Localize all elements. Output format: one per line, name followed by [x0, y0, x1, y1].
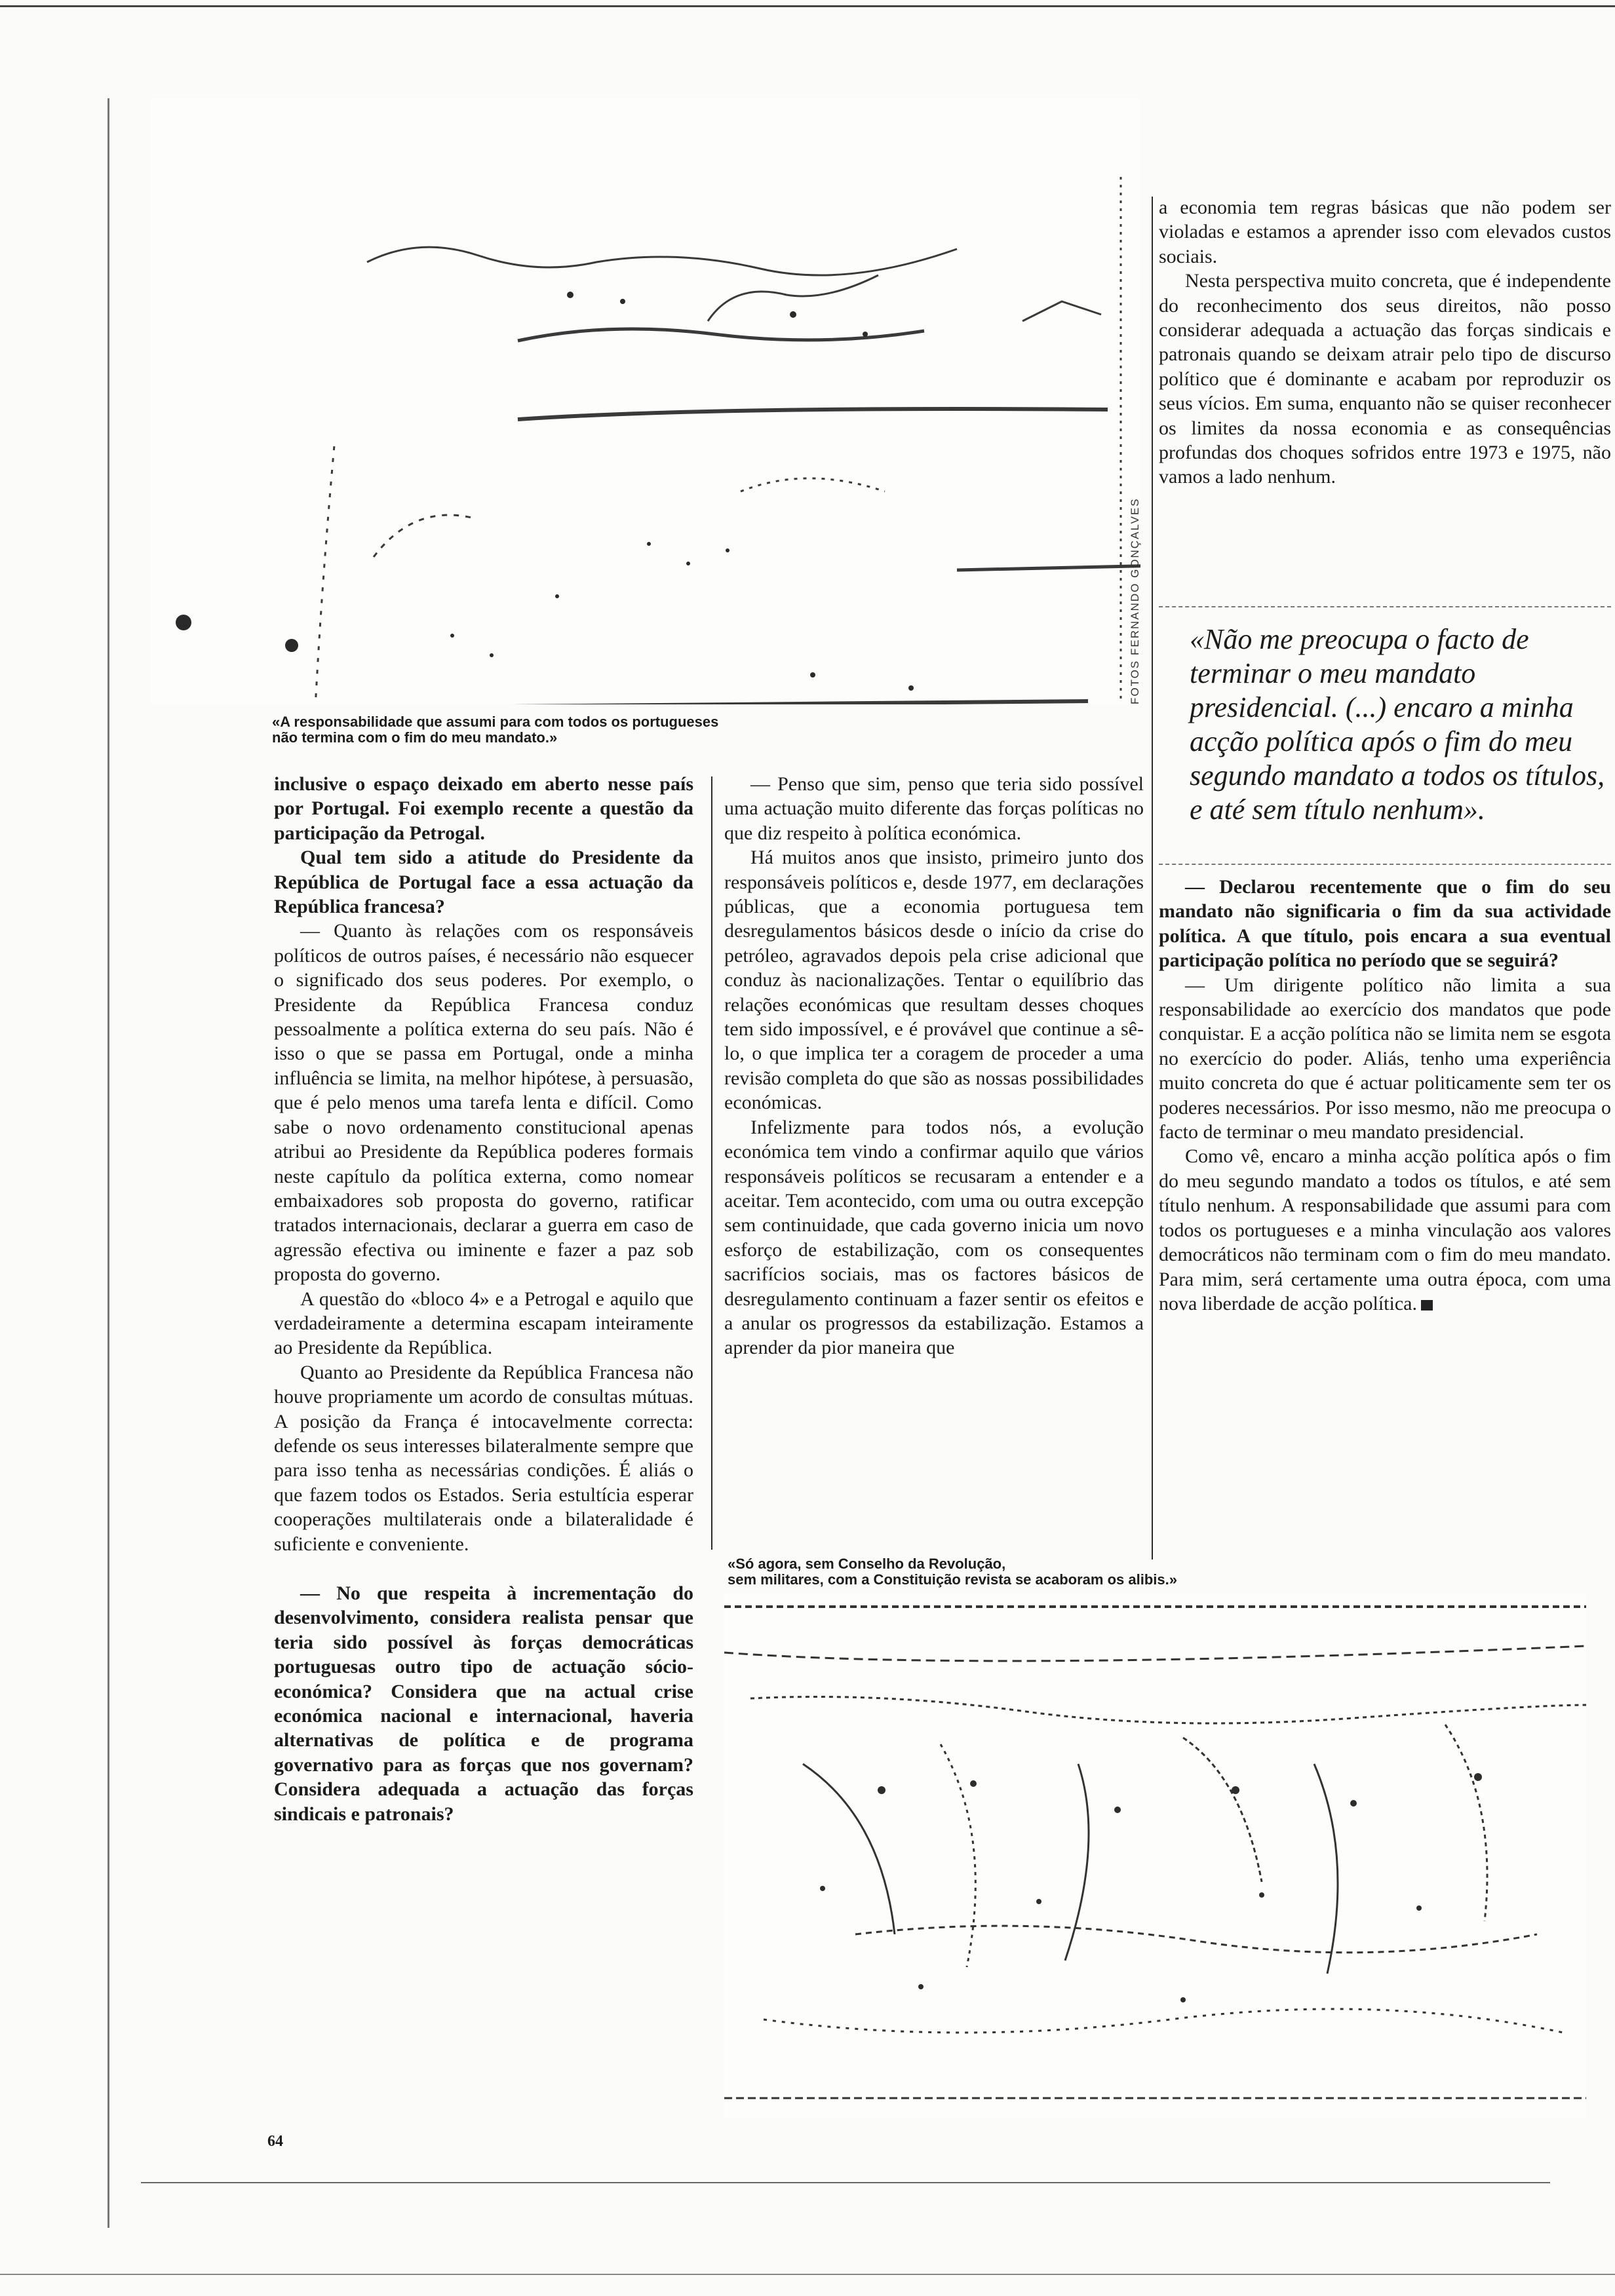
- end-of-article-mark: [1421, 1300, 1433, 1311]
- scan-edge-line: [0, 2274, 1615, 2275]
- column-divider-2: [1152, 197, 1153, 1559]
- top-photo: [151, 98, 1140, 704]
- bottom-photo-caption: [728, 1556, 1514, 1588]
- col1-question-2: — No que respeita à incrementação do desenvolvimento, considera realista pensar que teria sido possível às forças democráticas portuguesas outro tipo de actuação sócio-económica? Considera que na actual crise económica nacional e internacional, haveria alternativas de política e de programa governativo para as forças que nos governam? Considera adequada a actuação das forças sindicais e patronais?: [274, 1582, 693, 1825]
- bottom-caption-line-2: sem militares, com a Constituição revista se acaboram os alibis.»: [728, 1571, 1177, 1588]
- bottom-margin-line: [141, 2182, 1550, 2183]
- col2-paragraph-1: — Penso que sim, penso que teria sido possível uma actuação muito diferente das forças políticas no que diz respeito à política económica.: [724, 773, 1144, 844]
- col3-paragraph-4-text: Como vê, encaro a minha acção política após o fim do meu segundo mandato a todos os títulos, e até sem título nenhum. A responsabilidade que assumi para com todos os portugueses e a minha vinculação aos valores democráticos não terminam com o fim do meu mandato. Para mim, será certamente uma outra época, com uma nova liberdade de acção política.: [1159, 1145, 1611, 1314]
- col3-paragraph-1: a economia tem regras básicas que não podem ser violadas e estamos a aprender isso com elevados custos sociais.: [1159, 197, 1611, 267]
- top-caption-line-1: «A responsabilidade que assumi para com todos os portugueses: [272, 714, 719, 730]
- col3-paragraph-4: [1159, 1144, 1611, 1316]
- left-margin-line: [107, 98, 109, 2228]
- pullquote-rule-bottom: [1159, 864, 1611, 865]
- column-divider-1: [711, 776, 712, 1550]
- col3-paragraph-2: Nesta perspectiva muito concreta, que é independente do reconhecimento dos seus direitos, não posso considerar adequada a actuação das forças sindicais e patronais quando se deixam atrair pelo tipo de discurso político que é dominante e acabam por reproduzir os seus vícios. Em suma, enquanto não se quiser reconhecer os limites da nossa economia e as consequências profundas dos choques sofridos entre 1973 e 1975, não vamos a lado nenhum.: [1159, 270, 1611, 488]
- bottom-photo: [724, 1594, 1586, 2118]
- top-border-rule: [0, 5, 1615, 7]
- col1-paragraph-2: — Quanto às relações com os responsáveis políticos de outros países, é necessário não esquecer o significado dos seus poderes. Por exemplo, o Presidente da República Francesa conduz pessoalmente a política externa do seu país. Não é isso o que se passa em Portugal, onde a minha influência se limita, na melhor hipótese, à persuasão, que é pelo menos uma tarefa lenta e difícil. Como sabe o novo ordenamento constitucional apenas atribui ao Presidente da República poderes formais neste capítulo da política externa, como nomear embaixadores sob proposta do governo, ratificar tratados internacionais, declarar a guerra em caso de agressão efectiva ou iminente e fazer a paz sob proposta do governo.: [274, 920, 693, 1286]
- top-photo-caption: [272, 714, 993, 746]
- col2-paragraph-3: Infelizmente para todos nós, a evolução económica tem vindo a confirmar aquilo que vários responsáveis políticos se recusaram a entender e a aceitar. Tem acontecido, com uma ou outra excepção sem continuidade, que cada governo inicia um novo esforço de estabilização, com os consequentes sacrifícios sociais, mas os factores básicos de desregulamento continuam a fazer sentir os efeitos e a anular os progressos da estabilização. Estamos a aprender da pior maneira que: [724, 1116, 1144, 1359]
- pullquote-rule-top: [1159, 606, 1611, 607]
- bottom-caption-line-1: «Só agora, sem Conselho da Revolução,: [728, 1556, 1006, 1572]
- column-2: [724, 772, 1144, 1360]
- top-caption-line-2: não termina com o fim do meu mandato.»: [272, 729, 558, 746]
- column-3-bottom: [1159, 875, 1611, 1316]
- top-photo-illustration: [151, 98, 1140, 704]
- col1-paragraph-4: Quanto ao Presidente da República Francesa não houve propriamente um acordo de consultas mútuas. A posição da França é intocavelmente correcta: defende os seus interesses bilateralmente sempre que para isso tenha as necessárias condições. É aliás o que fazem todos os Estados. Seria estultícia esperar cooperações multilaterais onde a bilateralidade é suficiente e conveniente.: [274, 1361, 693, 1555]
- photo-credit: FOTOS FERNANDO GONÇALVES: [1129, 497, 1141, 704]
- column-3-top: [1159, 195, 1611, 489]
- col3-paragraph-3: — Um dirigente político não limita a sua responsabilidade ao exercício dos mandatos que pode conquistar. E a acção política não se limita nem se esgota no exercício do poder. Aliás, tenho uma experiência muito concreta do que é actuar politicamente sem ter os poderes necessários. Por isso mesmo, não me preocupa o facto de terminar o meu mandato presidencial.: [1159, 974, 1611, 1143]
- col3-question-1: — Declarou recentemente que o fim do seu mandato não significaria o fim da sua actividade política. A que título, pois encara a sua eventual participação política no período que se seguirá?: [1159, 876, 1611, 972]
- column-1: [274, 772, 693, 1826]
- col1-paragraph-3: A questão do «bloco 4» e a Petrogal e aquilo que verdadeiramente a determina escapam inteiramente ao Presidente da República.: [274, 1288, 693, 1359]
- pull-quote: «Não me preocupa o facto de terminar o meu mandato presidencial. (...) encaro a minha acção política após o fim do meu segundo mandato a todos os títulos, e até sem título nenhum».: [1190, 623, 1605, 826]
- col1-paragraph-1: inclusive o espaço deixado em aberto nesse país por Portugal. Foi exemplo recente a questão da participação da Petrogal.: [274, 773, 693, 844]
- col1-question-1: Qual tem sido a atitude do Presidente da República de Portugal face a essa actuação da República francesa?: [274, 847, 693, 918]
- bottom-photo-illustration: [724, 1594, 1586, 2118]
- col2-paragraph-2: Há muitos anos que insisto, primeiro junto dos responsáveis políticos e, desde 1977, em declarações públicas, que a economia portuguesa tem desregulamentos básicos desde o início da crise do petróleo, agravados depois pela crise adicional que conduz às nacionalizações. Tentar o equilíbrio das relações económicas que resultam desses choques tem sido impossível, e é provável que continue a sê-lo, o que implica ter a coragem de proceder a uma revisão completa do que são as nossas possibilidades económicas.: [724, 847, 1144, 1114]
- page-number: 64: [267, 2133, 283, 2150]
